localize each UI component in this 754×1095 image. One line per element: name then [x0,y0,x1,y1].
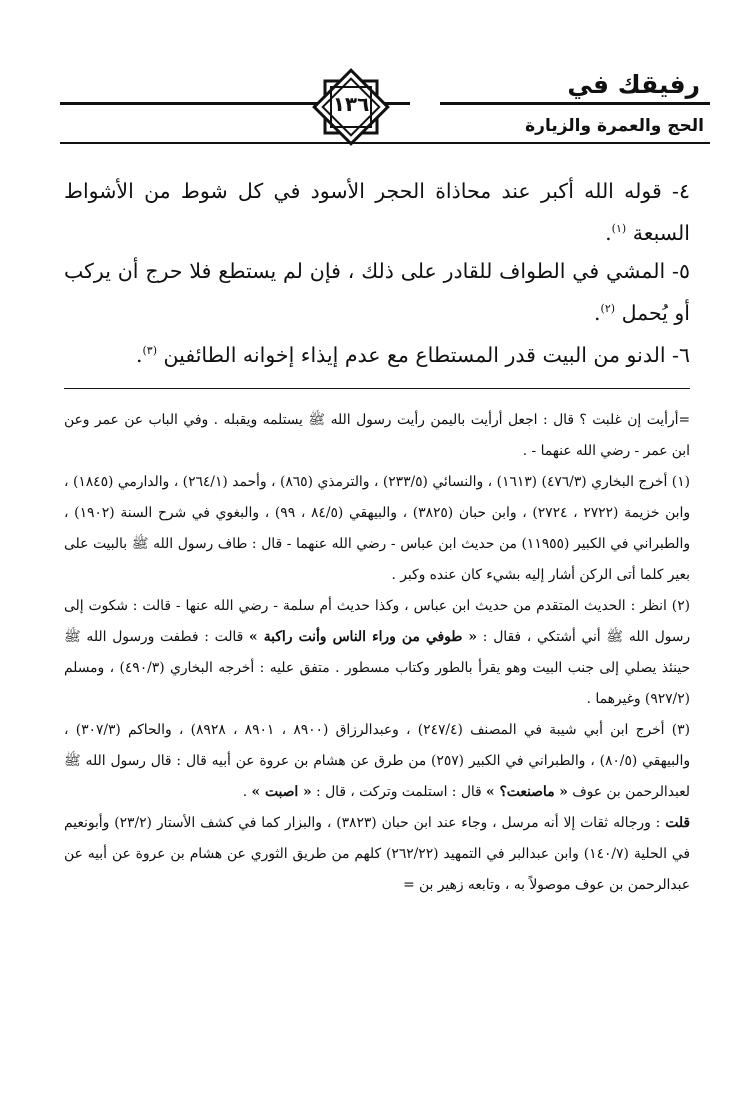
list-item: ٦- الدنو من البيت قدر المستطاع مع عدم إيذاء إخوانه الطائفين $^{(٣)}$. [135,342,690,367]
footnote-continuation: =أرأيت إن غلبت ؟ قال : اجعل أرأيت باليمن رأيت رسول الله ﷺ يستلمه ويقبله . وفي الباب عن عمر وعن ابن عمر - رضي الله عنهما - . [64,412,690,459]
footnote-divider [64,388,690,389]
footnote-ref: (٢) [600,301,616,315]
footnote-ref: (١) [611,222,627,235]
list-item: ٤- قوله الله أكبر عند محاذاة الحجر الأسود في كل شوط من الأشواط السبعة $^{(١)}$. [64,179,690,245]
qultu-note: قلت : ورجاله ثقات إلا أنه مرسل ، وجاء عند ابن حبان (٣٨٢٣) ، والبزار كما في كشف الأستار (٢٣/٢) وأبونعيم في الحلية (١٤٠/٧) وابن عبدالبر في التمهيد (٢٦٢/٢٢) كلهم من طريق الثوري عن هشام بن عروة عن أبيه عن عبدالرحمن بن عوف موصولاً به ، وتابعه زهير بن = [64,815,690,893]
footnote-3: (٣) أخرج ابن أبي شيبة في المصنف (٢٤٧/٤) ، وعبدالرزاق (٨٩٠٠ ، ٨٩٠١ ، ٨٩٢٨) ، والحاكم (٣٠٧/٣) ، والبيهقي (٨٠/٥) ، والطبراني في الكبير (٢٥٧) من طرق عن هشام بن عروة عن أبيه قال : قال رسول الله ﷺ لعبدالرحمن بن عوف « ماصنعت؟ » قال : استلمت وتركت ، قال : « اصبت » . [64,722,690,800]
page-number: ١٣٦ [332,92,370,116]
footnote-1: (١) أخرج البخاري (٤٧٦/٣) (١٦١٣) ، والنسائي (٢٣٣/٥) ، والترمذي (٨٦٥) ، وأحمد (٢٦٤/١) ، والدارمي (١٨٤٥) ، وابن خزيمة (٢٧٢٢ ، ٢٧٢٤) ، وابن حبان (٣٨٢٥) ، والبيهقي (٨٤/٥ ، ٩٩) ، والبغوي في شرح السنة (١٩٠٢) ، والطبراني في الكبير (١١٩٥٥) من حديث ابن عباس - رضي الله عنهما - قال : طاف رسول الله ﷺ بالبيت على بعير كلما أتى الركن أشار إليه بشيء كان عنده وكبر . [64,474,691,583]
hadith-quote: « طوفي من وراء الناس وأنت راكبة » [248,629,478,645]
list-item: ٥- المشي في الطواف للقادر على ذلك ، فإن لم يستطع فلا حرج أن يركب أو يُحمل $^{(٢)}$. [64,258,690,325]
footnotes [64,405,690,901]
footnote-2: (٢) انظر : الحديث المتقدم من حديث ابن عباس ، وكذا حديث أم سلمة - رضي الله عنها - قالت : شكوت إلى رسول الله ﷺ أني أشتكي ، فقال : « طوفي من وراء الناس وأنت راكبة » قالت : فطفت ورسول الله ﷺ حينئذ يصلي إلى جنب البيت وهو يقرأ بالطور وكتاب مسطور . متفق عليه : أخرجه البخاري (٤٩٠/٣) ، ومسلم (٩٢٧/٢) وغيرهما . [64,598,691,707]
qultu-label: قلت [665,815,690,831]
hadith-quote: « ماصنعت؟ » [486,784,568,800]
book-title: رفيقك في [567,70,700,99]
page-header [60,58,710,148]
header-rule-right [440,102,710,105]
hadith-quote: « اصبت » [251,784,312,800]
page-number-star-icon [308,64,394,150]
main-text [64,172,690,373]
footnote-ref: (٣) [142,343,158,357]
book-subtitle: الحج والعمرة والزيارة [525,116,704,136]
